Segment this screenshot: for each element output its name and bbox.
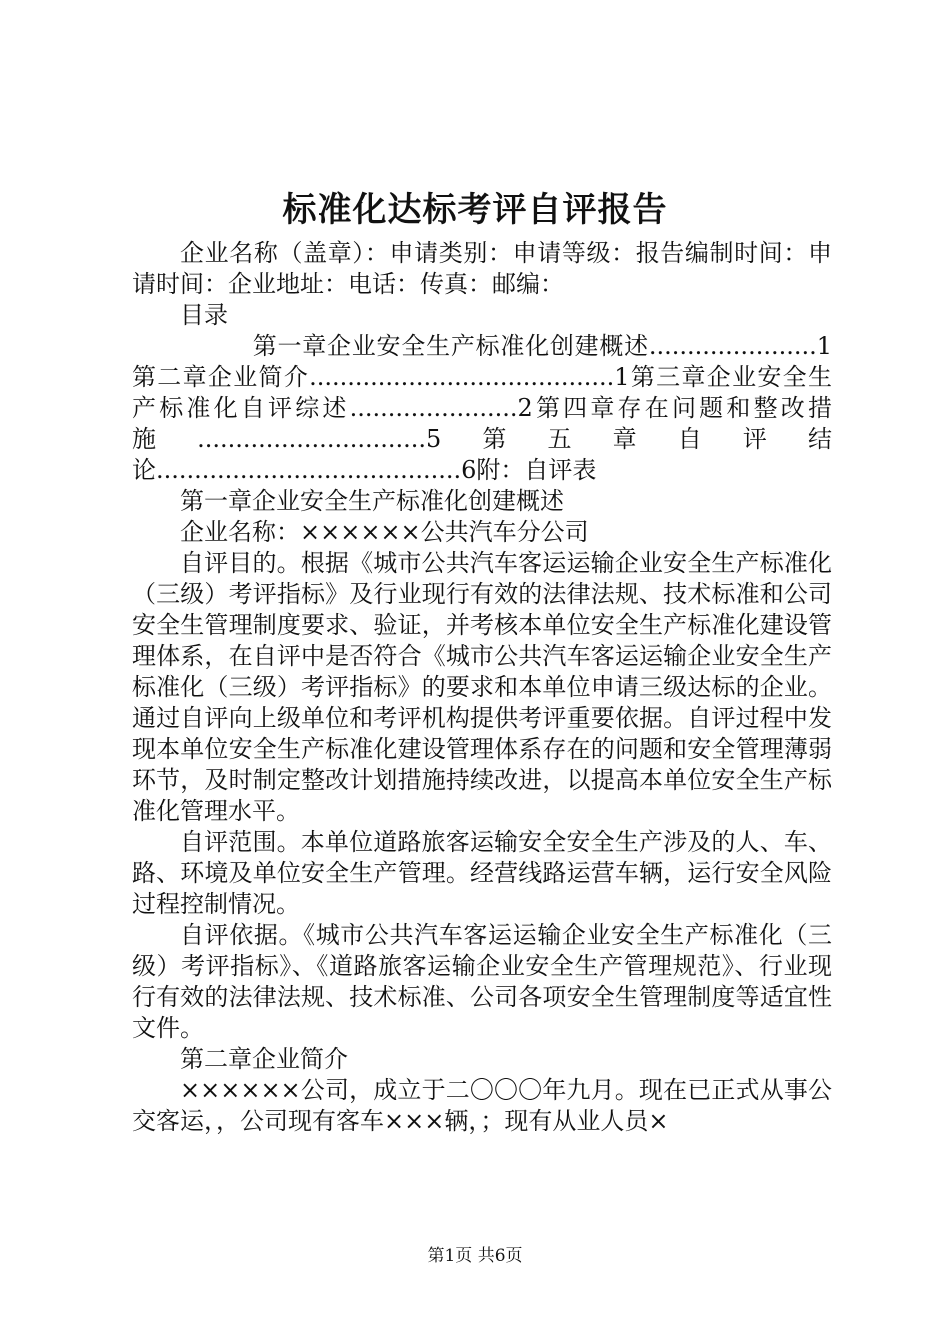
chapter-1-heading: 第一章企业安全生产标准化创建概述 xyxy=(180,487,564,515)
company-name-line: 企业名称：××××××公共汽车分公司 xyxy=(180,518,589,546)
document-body xyxy=(132,238,832,1137)
paragraph-scope: 自评范围。本单位道路旅客运输安全安全生产涉及的人、车、路、环境及单位安全生产管理。经营线路运营车辆，运行安全风险过程控制情况。 xyxy=(132,828,832,918)
paragraph-purpose: 自评目的。根据《城市公共汽车客运运输企业安全生产标准化（三级）考评指标》及行业现行有效的法律法规、技术标准和公司安全生管理制度要求、验证，并考核本单位安全生产标准化建设管理体系，在自评中是否符合《城市公共汽车客运运输企业安全生产标准化（三级）考评指标》的要求和本单位申请三级达标的企业。通过自评向上级单位和考评机构提供考评重要依据。自评过程中发现本单位安全生产标准化建设管理体系存在的问题和安全管理薄弱环节，及时制定整改计划措施持续改进，以提高本单位安全生产标准化管理水平。 xyxy=(132,549,832,825)
chapter-2-heading: 第二章企业简介 xyxy=(180,1045,348,1073)
toc-heading: 目录 xyxy=(180,301,228,329)
table-of-contents xyxy=(132,331,832,486)
paragraph-company-intro: ××××××公司，成立于二〇〇〇年九月。现在已正式从事公交客运，，公司现有客车×××辆，；现有从业人员× xyxy=(132,1076,832,1135)
toc-entries: 第一章企业安全生产标准化创建概述......................1第二章企业简介........................................1第三章企业安全生产标准化自评综述......................2第四章存在问题和整改措施..............................5第五章自评结论........................................6附：自评表 xyxy=(132,332,832,484)
document-title: 标准化达标考评自评报告 xyxy=(282,190,668,230)
header-info-line: 企业名称（盖章）：申请类别：申请等级：报告编制时间：申请时间：企业地址：电话：传真：邮编： xyxy=(132,239,832,298)
paragraph-basis: 自评依据。《城市公共汽车客运运输企业安全生产标准化（三级）考评指标》、《道路旅客运输企业安全生产管理规范》、行业现行有效的法律法规、技术标准、公司各项安全生管理制度等适宜性文件。 xyxy=(132,921,832,1042)
page-footer: 第1页 共6页 xyxy=(427,1246,523,1266)
